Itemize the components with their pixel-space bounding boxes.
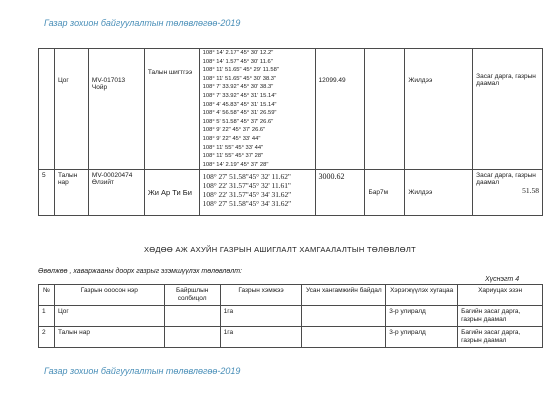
table-row (39, 49, 543, 170)
status-value: Жилдээ (405, 49, 473, 170)
site-name: Талын шигтгээ (144, 49, 199, 170)
license-number: MV-017013 Чойр (88, 49, 144, 170)
coordinate-line: 108° 14' 2.17" 45° 30' 12.2" (202, 50, 274, 56)
license-coordinates-table (38, 48, 543, 216)
section-subtitle: Өвөлжөө , хаваржааны доорх газрыг эзэмшүүлэх төлөвлөлт: (38, 268, 242, 275)
coordinate-line: 108° 9' 22" 45° 37' 26.6" (202, 127, 266, 134)
responsible-party: Засаг дарга, газрын даамал (473, 49, 543, 170)
column-header: Байршлын солбицол (164, 285, 220, 306)
page-header: Газар зохион байгуулалтын төлөвлөгөө-2019 (44, 18, 241, 28)
row-number: 1 (39, 306, 55, 327)
row-number: 2 (39, 327, 55, 348)
place-name: Талын нар (54, 327, 164, 348)
column-header: Усан хангамжийн байдал (302, 285, 386, 306)
coordinate-line: 108° 7' 33.92" 45° 31' 15.14" (202, 92, 277, 99)
owner: Багийн засаг дарга, газрын даамал (458, 327, 543, 348)
implementation-period: 3-р улиралд (386, 306, 458, 327)
coordinate-line: 108° 5' 51.58" 45° 37' 26.6" (202, 118, 274, 125)
area-value: 3000.62 (315, 170, 365, 216)
column-header: Хариуцах эзэн (458, 285, 543, 306)
row-number: 5 (39, 170, 55, 216)
soum-name: Цог (54, 49, 88, 170)
coordinate-line: 108° 22' 31.57"45° 32' 11.61" (202, 181, 291, 191)
column-header: Хэрэгжүүлэх хугацаа (386, 285, 458, 306)
coordinates-cell (199, 49, 315, 170)
table-row (39, 327, 543, 348)
row-number (39, 49, 55, 170)
table-header-row (39, 285, 543, 306)
coordinates-cell (164, 327, 220, 348)
table-row (39, 306, 543, 327)
coordinate-line: 108° 14' 2.19" 45° 37' 28" (202, 161, 269, 168)
coordinate-line: 108° 11' 51.65" 45° 29' 11.58" (202, 67, 279, 74)
owner: Багийн засаг дарга, газрын даамал (458, 306, 543, 327)
page-footer: Газар зохион байгуулалтын төлөвлөгөө-2019 (44, 366, 241, 376)
responsible-extra: 51.58 (522, 186, 539, 196)
column-header: Газрын хэмжээ (220, 285, 302, 306)
responsible-party (473, 170, 543, 216)
coordinate-line: 108° 4' 45.83" 45° 31' 15.14" (202, 101, 277, 108)
water-supply (302, 306, 386, 327)
responsible-text: Засаг дарга, газрын даамал (476, 172, 536, 187)
coordinate-line: 108° 9' 22" 45° 33' 44" (202, 135, 261, 142)
area-value: 12099.49 (315, 49, 365, 170)
water-supply (302, 327, 386, 348)
coordinate-line: 108° 27' 51.58"45° 32' 11.62" (202, 172, 291, 182)
coordinate-line: 108° 11' 55" 45° 33' 44" (202, 144, 264, 151)
coordinates-cell (164, 306, 220, 327)
land-size: 1га (220, 327, 302, 348)
coordinate-line: 108° 11' 51.65" 45° 30' 38.3" (202, 75, 277, 82)
license-number: MV-00020474 Өлзийт (88, 170, 144, 216)
blank-cell (365, 49, 405, 170)
coordinate-line: 108° 27' 51.58"45° 34' 31.62" (202, 199, 292, 209)
land-size: 1га (220, 306, 302, 327)
coordinates-cell (199, 170, 315, 216)
table-row (39, 170, 543, 216)
section-title: ХӨДӨӨ АЖ АХУЙН ГАЗРЫН АШИГЛАЛТ ХАМГААЛАЛТЫН ТӨЛӨВЛӨЛТ (143, 245, 417, 254)
site-name: Жи Ар Ти Би (144, 170, 199, 216)
coordinate-line: 108° 14' 1.57" 45° 30' 11.6" (202, 58, 273, 65)
implementation-period: 3-р улиралд (386, 327, 458, 348)
status-value: Жилдээ (405, 170, 473, 216)
coordinate-line: 108° 4' 56.58" 45° 31' 26.59" (202, 110, 277, 117)
column-header: Газрын ооосон нэр (54, 285, 164, 306)
coordinate-line: 108° 7' 33.92" 45° 30' 38.3" (202, 84, 274, 91)
coordinate-line: 108° 11' 55" 45° 37' 28" (202, 153, 264, 160)
place-name: Цог (54, 306, 164, 327)
blank-cell: Бар7м (365, 170, 405, 216)
soum-name: Талын нар (54, 170, 88, 216)
coordinate-line: 108° 22' 31.57"45° 34' 31.62" (202, 190, 292, 200)
appendix-label: Хүснэгт 4 (485, 276, 520, 283)
column-header: № (39, 285, 55, 306)
land-allocation-table (38, 284, 543, 348)
